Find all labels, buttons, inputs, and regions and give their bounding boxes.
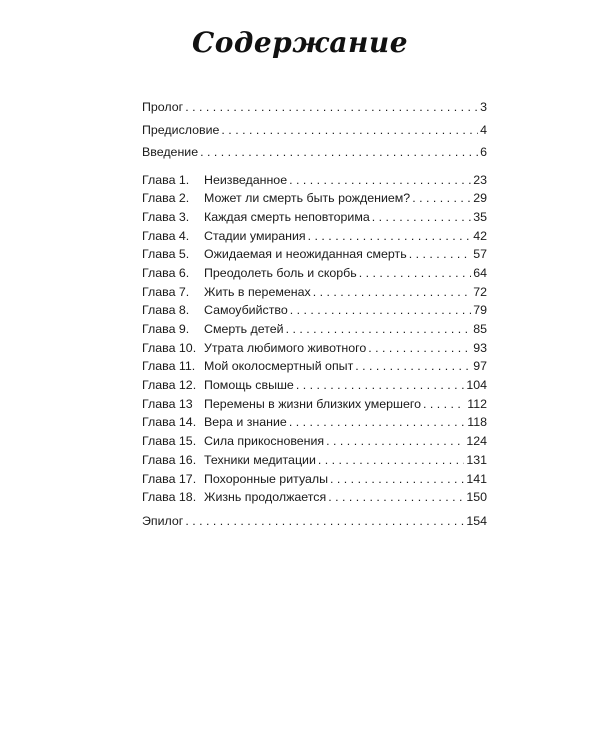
dot-leader — [313, 283, 472, 302]
dot-leader — [286, 320, 472, 339]
toc-entry-chapter-8[interactable] — [142, 301, 487, 320]
dot-leader — [200, 141, 478, 164]
dot-leader — [296, 376, 464, 395]
dot-leader — [185, 96, 478, 119]
dot-leader — [326, 432, 464, 451]
dot-leader — [290, 301, 471, 320]
toc-entry-epilogue[interactable] — [142, 510, 487, 533]
chapter-title: Вера и знание — [204, 415, 287, 430]
chapter-title: Техники медитации — [204, 452, 316, 467]
page-number: 112 — [467, 396, 487, 411]
chapter-number: Глава 16. — [142, 452, 197, 467]
chapter-title: Может ли смерть быть рождением? — [204, 191, 411, 206]
chapter-number: Глава 6. — [142, 265, 190, 280]
page-number: 85 — [473, 322, 487, 336]
chapter-title: Перемены в жизни близких умершего — [204, 396, 421, 411]
chapter-title: Смерть детей — [204, 322, 284, 336]
dot-leader — [289, 171, 471, 190]
dot-leader — [289, 413, 465, 432]
chapter-number: Глава 7. — [142, 284, 190, 299]
chapter-title: Ожидаемая и неожиданная смерть — [204, 247, 407, 262]
toc-entry-chapter-1[interactable] — [142, 171, 487, 190]
page-number: 150 — [466, 490, 487, 505]
dot-leader — [372, 208, 471, 227]
toc-entry-chapter-4[interactable] — [142, 227, 487, 246]
page-number: 141 — [466, 471, 487, 486]
chapter-number: Глава 8. — [142, 303, 190, 318]
toc-entry-chapter-14[interactable] — [142, 413, 487, 432]
toc-entry-prologue[interactable] — [142, 96, 487, 119]
dot-leader — [308, 227, 472, 246]
entry-label: Предисловие — [142, 122, 220, 137]
page-number: 79 — [473, 303, 487, 318]
dot-leader — [185, 510, 464, 533]
toc-entry-chapter-12[interactable] — [142, 376, 487, 395]
chapter-title: Каждая смерть неповторима — [204, 209, 370, 224]
dot-leader — [423, 395, 465, 414]
chapter-number: Глава 2. — [142, 191, 190, 206]
page-number: 97 — [473, 359, 487, 374]
dot-leader — [355, 357, 471, 376]
page-number: 3 — [480, 100, 487, 114]
chapter-title: Неизведанное — [204, 172, 288, 187]
toc-entry-chapter-11[interactable] — [142, 357, 487, 376]
page-number: 29 — [473, 191, 487, 206]
page-number: 4 — [480, 122, 487, 137]
dot-leader — [359, 264, 471, 283]
page-number: 104 — [466, 378, 487, 393]
page-number: 131 — [466, 452, 487, 467]
page-number: 23 — [473, 172, 487, 187]
chapter-number: Глава 12. — [142, 378, 197, 393]
chapter-number: Глава 11. — [142, 359, 196, 374]
table-of-contents — [142, 96, 487, 532]
toc-entry-chapter-2[interactable] — [142, 189, 487, 208]
chapter-number: Глава 3. — [142, 209, 190, 224]
chapter-title: Самоубийство — [204, 303, 288, 318]
chapter-title: Жизнь продолжается — [204, 490, 327, 505]
chapter-title: Преодолеть боль и скорбь — [204, 265, 357, 280]
toc-entry-chapter-5[interactable] — [142, 245, 487, 264]
chapter-number: Глава 15. — [142, 434, 197, 449]
page-number: 118 — [467, 415, 487, 430]
chapter-number: Глава 5. — [142, 247, 190, 262]
page-number: 154 — [466, 513, 487, 528]
page-number: 72 — [473, 284, 487, 299]
page-number: 64 — [473, 265, 487, 280]
entry-label: Эпилог — [142, 513, 184, 528]
chapter-title: Стадии умирания — [204, 228, 306, 243]
toc-entry-chapter-16[interactable] — [142, 451, 487, 470]
chapter-title: Сила прикосновения — [204, 434, 325, 449]
dot-leader — [409, 245, 472, 264]
chapter-title: Жить в переменах — [204, 284, 311, 299]
entry-label: Введение — [142, 145, 199, 159]
chapter-number: Глава 18. — [142, 490, 197, 505]
page-number: 42 — [473, 228, 487, 243]
chapter-number: Глава 17. — [142, 471, 197, 486]
page-number: 35 — [473, 209, 487, 224]
toc-entry-chapter-3[interactable] — [142, 208, 487, 227]
toc-entry-chapter-10[interactable] — [142, 339, 487, 358]
chapter-number: Глава 4. — [142, 228, 190, 243]
toc-entry-chapter-13[interactable] — [142, 395, 487, 414]
page-number: 6 — [480, 145, 487, 159]
chapter-number: Глава 9. — [142, 322, 190, 336]
toc-entry-chapter-7[interactable] — [142, 283, 487, 302]
chapter-list — [142, 171, 487, 507]
page-number: 93 — [473, 340, 487, 355]
chapter-number: Глава 13 — [142, 396, 193, 411]
toc-entry-introduction[interactable] — [142, 141, 487, 164]
toc-entry-preface[interactable] — [142, 119, 487, 142]
page-title: Содержание — [191, 26, 409, 59]
toc-entry-chapter-6[interactable] — [142, 264, 487, 283]
toc-entry-chapter-9[interactable] — [142, 320, 487, 339]
chapter-title: Помощь свыше — [204, 378, 294, 393]
chapter-number: Глава 14. — [142, 415, 197, 430]
dot-leader — [328, 488, 464, 507]
entry-label: Пролог — [142, 100, 184, 114]
toc-entry-chapter-15[interactable] — [142, 432, 487, 451]
toc-entry-chapter-18[interactable] — [142, 488, 487, 507]
chapter-number: Глава 1. — [142, 172, 190, 187]
chapter-title: Утрата любимого животного — [204, 340, 367, 355]
chapter-number: Глава 10. — [142, 340, 197, 355]
dot-leader — [330, 470, 464, 489]
page-number: 124 — [466, 434, 487, 449]
chapter-title: Мой околосмертный опыт — [204, 359, 354, 374]
page-number: 57 — [473, 247, 487, 262]
toc-entry-chapter-17[interactable] — [142, 470, 487, 489]
dot-leader — [318, 451, 464, 470]
dot-leader — [221, 119, 478, 142]
dot-leader — [412, 189, 471, 208]
dot-leader — [368, 339, 471, 358]
chapter-title: Похоронные ритуалы — [204, 471, 329, 486]
